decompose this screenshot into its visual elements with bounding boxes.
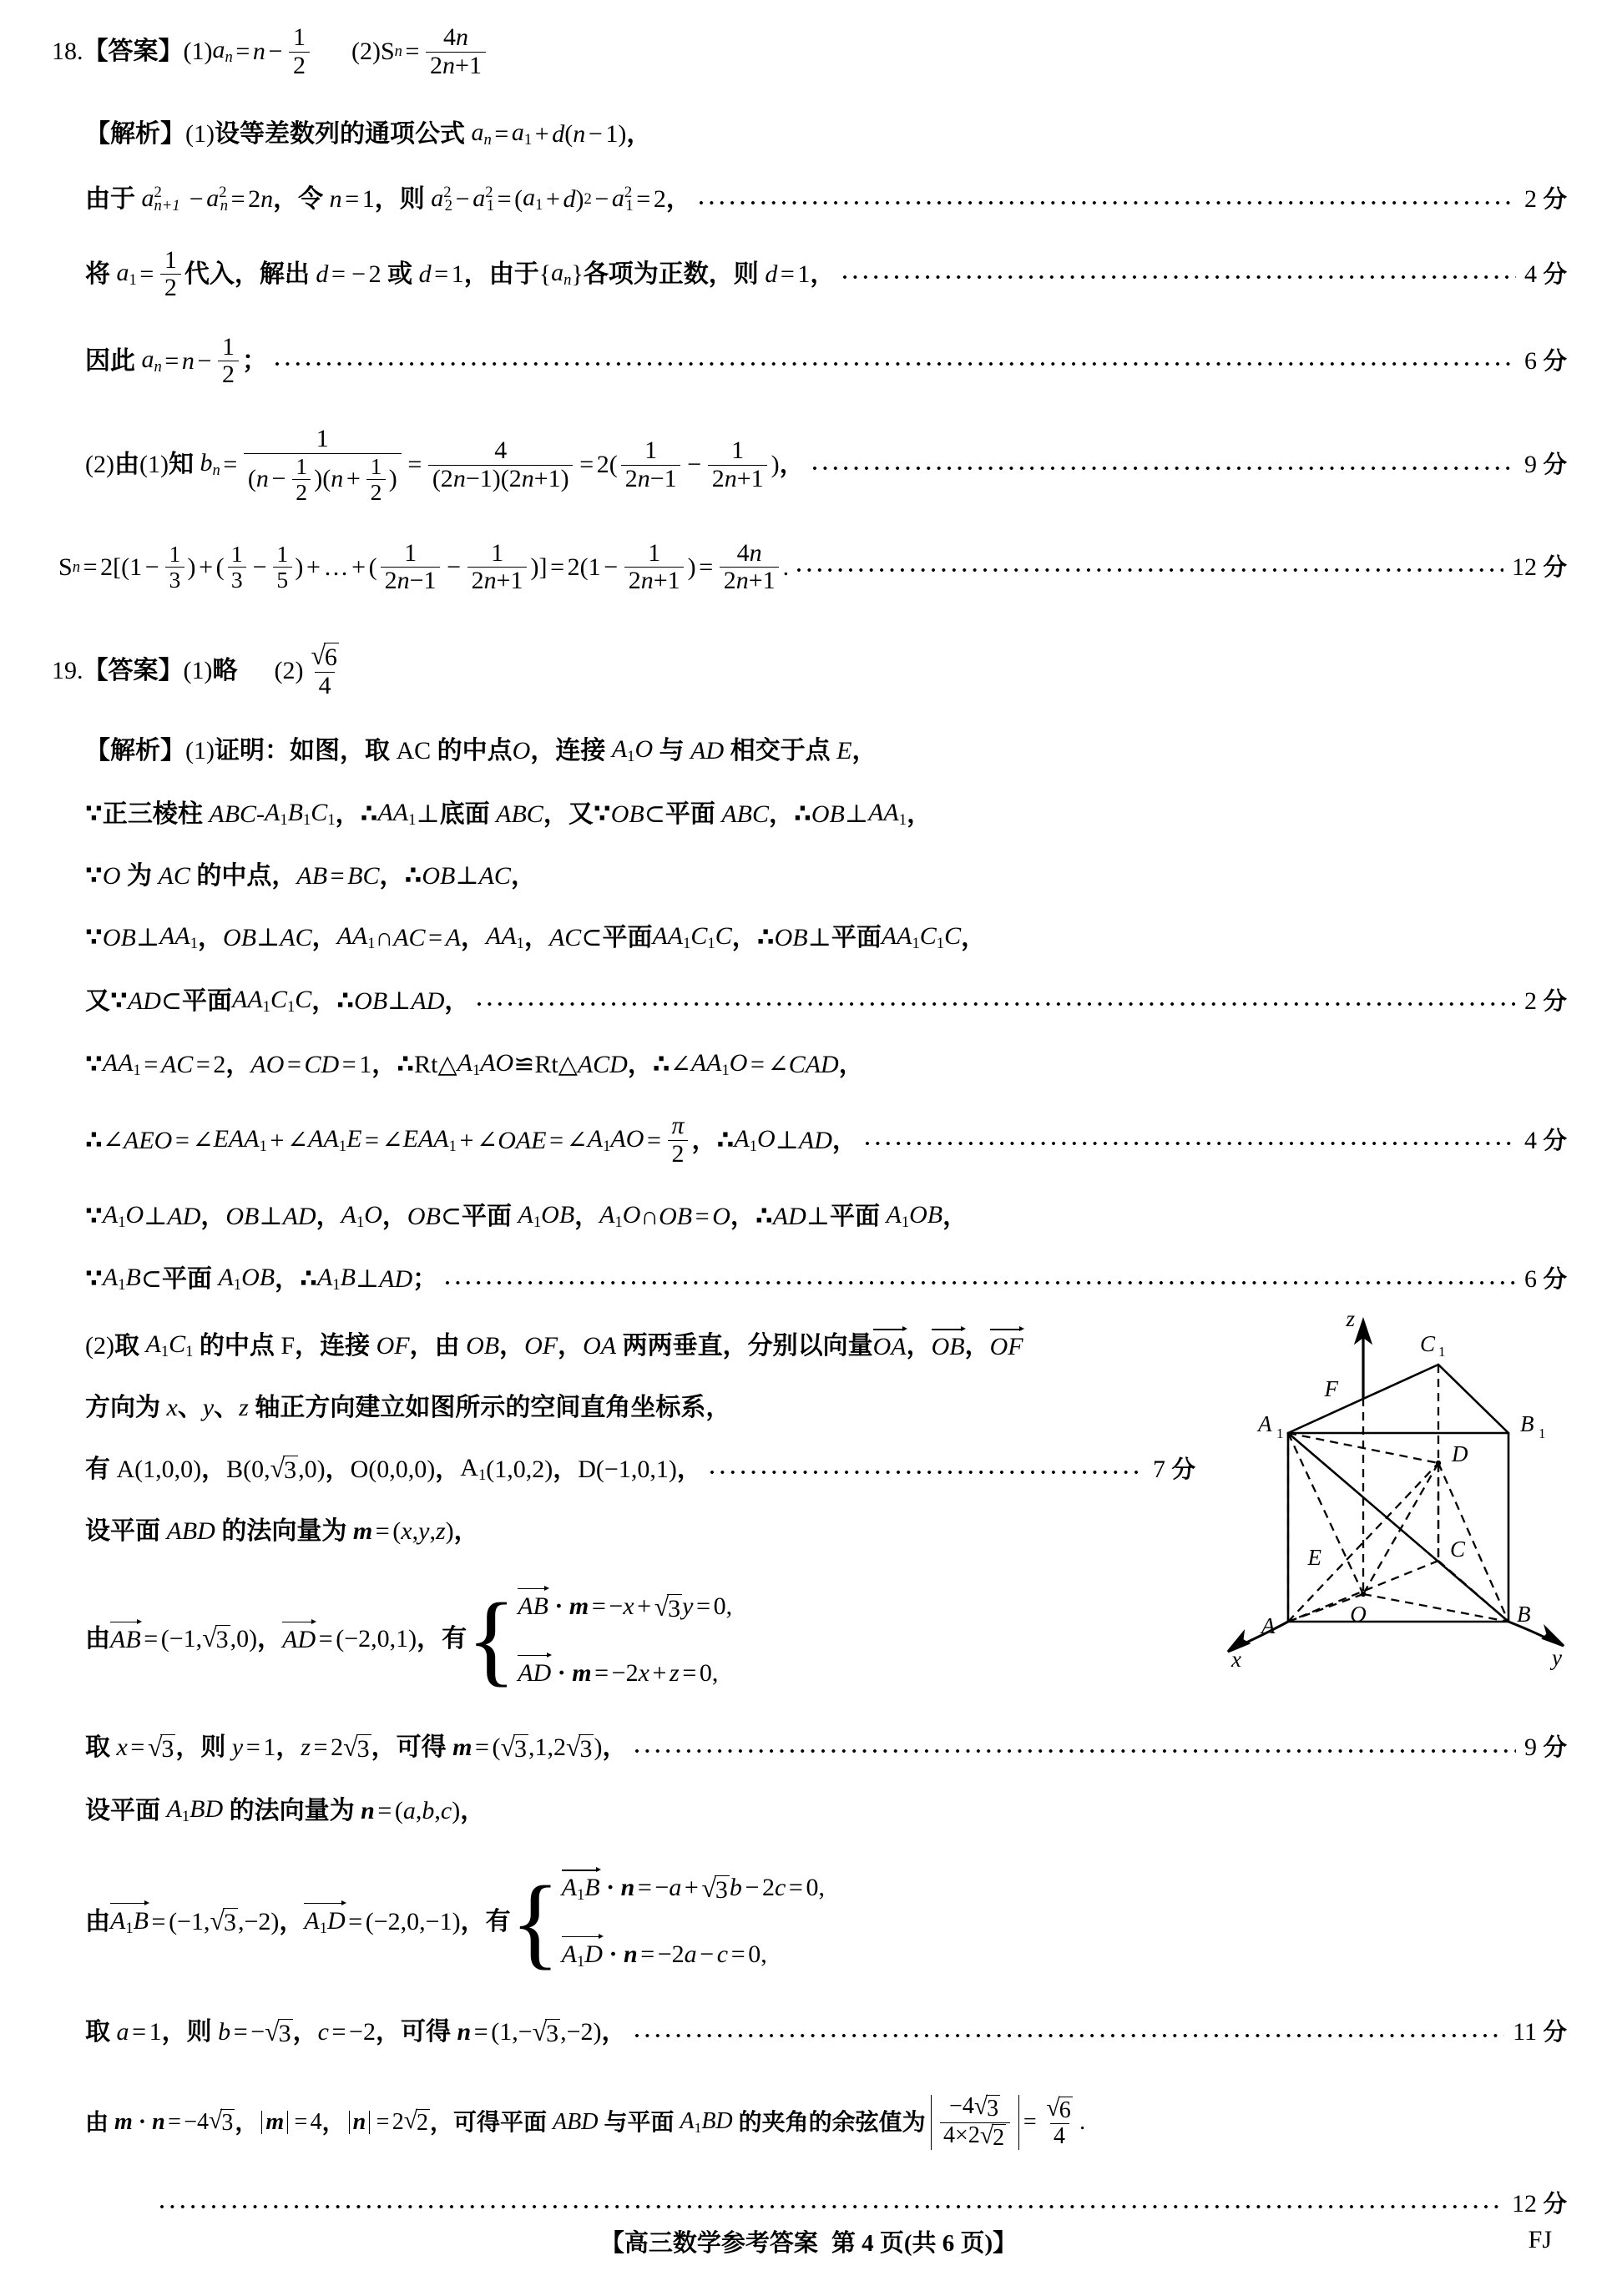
problem-19-answer-line: 19. 【答案】 (1) 略 (2) √ 6 4	[52, 641, 337, 699]
problem-18-analysis-line-3: 将 a1 = $\frac{1}{2}$ 代入，解出 d = − 2 或 d = 1 ，由于 { $a_n$ } 各项为正数，则 d = 1 ， 4 分	[85, 245, 1567, 302]
page-footer	[0, 2224, 1617, 2258]
problem-18-analysis-line-6: S n = 2 [ ( 1 − $\frac{1}{3}$ ) + ( $\frac{1}{3}$ − $\frac{1}{5}$ ) + … + ( $\frac{1}{2n-1}$ − $\frac{1}{2n+1}$ ) ] = 2 ( 1 − $\frac{1}{2n+1}$ ) = $\frac{4n}{2n+1}$ . 12 分	[58, 538, 1567, 595]
problem-19-analysis-line-17: 由 A1B = (−1, √ 3 ,−2) ， A1D = (−2,0,−1) ，有 { A1B · n = −a + √ 3 b − 2c = 0, A1D · n = −2a − c = 0,	[85, 1864, 825, 1979]
score-19-6: 6 分	[1524, 1265, 1567, 1294]
content-column	[52, 20, 1567, 2217]
score-19-11: 11 分	[1513, 2018, 1567, 2046]
leader-dots	[797, 555, 1503, 580]
leader-dots	[710, 1457, 1145, 1482]
footer-center	[0, 2224, 1617, 2258]
score-18-6: 6 分	[1524, 346, 1567, 375]
figure-label-B: B	[1517, 1602, 1531, 1627]
answer-tag-18: 【答案】	[83, 37, 184, 67]
figure-label-B1-sub: 1	[1539, 1426, 1546, 1441]
problem-19-analysis-line-13: 设平面 ABD 的法向量为 m = ( x , y , z ) ，	[85, 1516, 479, 1546]
leader-dots	[843, 262, 1516, 287]
analysis-tag-18: 【解析】	[85, 119, 185, 149]
figure-label-y: y	[1552, 1645, 1562, 1670]
footer-page: 第 4 页(共 6 页)】	[831, 2230, 1018, 2257]
score-19-7: 7 分	[1152, 1455, 1195, 1483]
problem-19-analysis-line-8: ∵ A1O ⊥ AD ， OB ⊥ AD ， A1O ， OB ⊂ 平面 A1OB ， A1O ∩ OB = O ，∴ AD ⊥ 平面 A1OB ，	[85, 1200, 968, 1231]
leader-dots	[275, 349, 1516, 374]
figure-label-F: F	[1324, 1376, 1338, 1401]
problem-19-analysis-line-7: ∴ ∠ AEO = ∠ EAA1 + ∠ AA1E = ∠ EAA1 + ∠ OAE = ∠ A1AO = $\frac{\pi}{2}$ ，∴ A1O ⊥ AD ， 4 分	[85, 1112, 1567, 1168]
figure-label-E: E	[1307, 1545, 1321, 1570]
problem-19-analysis-line-18: 取 a = 1 ，则 b = − √ 3 ， c = −2 ，可得 n = (1,− √ 3 ,−2) ， 11 分	[85, 2016, 1567, 2047]
score-19-4: 4 分	[1524, 1126, 1567, 1154]
problem-19-analysis-line-9: ∵ A1B ⊂ 平面 A1OB ，∴ A1B ⊥ AD ； 6 分	[85, 1264, 1567, 1294]
problem-19-analysis-line-3: ∵ O 为 AC 的中点， AB = BC ，∴ OB ⊥ AC ，	[85, 861, 536, 891]
problem-19-number: 19.	[52, 656, 83, 684]
figure-label-A1: A	[1258, 1411, 1272, 1436]
problem-19-analysis-line-15: 取 x = √ 3 ，则 y = 1 ， z = 2 √ 3 ，可得 m = ( √ 3 ,1,2 √ 3 ) ， 9 分	[85, 1732, 1567, 1763]
score-18-9: 9 分	[1524, 451, 1567, 479]
problem-19-analysis-line-10: (2) 取 A1C1 的中点 F ，连接 OF ，由 OB ， OF ， OA 两两垂直，分别以向量 OA ， OB ， OF	[85, 1332, 1567, 1360]
problem-19-analysis-line-5: 又∵ AD ⊂ 平面 AA1C1C ，∴ OB ⊥ AD ， 2 分	[85, 985, 1567, 1017]
leader-dots	[866, 1128, 1516, 1153]
figure-label-O: O	[1350, 1602, 1367, 1627]
problem-19-analysis-line-16: 设平面 A1BD 的法向量为 n = ( a , b , c ) ，	[85, 1795, 486, 1826]
figure-label-A: A	[1261, 1613, 1276, 1638]
leader-dots	[700, 187, 1516, 212]
analysis-tag-19: 【解析】	[85, 736, 185, 766]
leader-dots	[635, 1735, 1516, 1760]
figure-label-z: z	[1346, 1306, 1355, 1331]
leader-dots	[446, 1267, 1516, 1292]
problem-19-analysis-line-11: 方向为 x 、 y 、 z 轴正方向建立如图所示的空间直角坐标系，	[85, 1393, 731, 1423]
score-19-2: 2 分	[1524, 987, 1567, 1015]
score-19-9: 9 分	[1524, 1733, 1567, 1762]
footer-region-code: FJ	[1528, 2226, 1552, 2253]
figure-label-C: C	[1450, 1537, 1466, 1562]
problem-18-analysis-line-1: 【解析】 (1) 设等差数列的通项公式 $a_n$ = a1 + d ( n − 1 ) ，	[85, 119, 652, 149]
score-19-12: 12 分	[1511, 2189, 1567, 2218]
figure-label-C1: C	[1419, 1331, 1436, 1356]
leader-dots	[813, 452, 1516, 477]
problem-19-analysis-line-2: ∵正三棱柱 ABC - A1B1C1 ，∴ AA1 ⊥ 底面 ABC ，又∵ OB ⊂ 平面 ABC ，∴ OB ⊥ AA1 ，	[85, 799, 932, 830]
figure-label-C1-sub: 1	[1438, 1344, 1446, 1360]
figure-label-A1-sub: 1	[1276, 1426, 1284, 1441]
leader-dots	[160, 2192, 1503, 2217]
footer-subject: 【高三数学参考答案	[599, 2228, 818, 2257]
figure-label-D: D	[1452, 1441, 1468, 1466]
prism-coordinate-figure	[1215, 1306, 1565, 1672]
problem-19-analysis-line-14: 由 AB = (−1, √ 3 ,0) ， AD = (−2,0,1) ，有 { AB · m = −x + √ 3 y = 0, AD · m = −2x + z = 0,	[85, 1581, 733, 1696]
figure-label-B1: B	[1520, 1411, 1534, 1436]
score-18-2: 2 分	[1524, 185, 1567, 214]
problem-18-answer-line: 18. 【答案】 (1) $a_n$ = n − $\frac{1}{2}$ (2) S n = $\frac{4n}{2n+1}$	[52, 25, 1567, 78]
figure-label-x: x	[1231, 1647, 1241, 1672]
score-18-4: 4 分	[1524, 260, 1567, 288]
problem-19-analysis-line-4: ∵ OB ⊥ AA1 ， OB ⊥ AC ， AA1 ∩ AC = A ， AA1 ， AC ⊂ 平面 AA1C1C ，∴ OB ⊥ 平面 AA1C1C ，	[85, 922, 987, 953]
problem-18-analysis-line-5: (2) 由 (1) 知 $b_n$ = 1 ( n − $\frac{1}{2}$ ) ( n + $\frac{1}{2}$ ) = $\frac{4}{(2n-1)(2n+1)}$ = 2 ( $\frac{1}{2n-1}$ − $\frac{1}{2n+1}$ ) ， 9 分	[85, 424, 1567, 505]
problem-19-analysis-line-19: 由 m · n = −4 √ 3 ， m = 4 ， n = 2 √ 2 ，可得平面 ABD 与平面 A1BD 的夹角的余弦值为 −4 √ 3 4×2 √ 2 = √ 6 4 .	[85, 2093, 1086, 2151]
problem-19-analysis-line-12: 有 A (1,0,0) ， B (0, √ 3 ,0) ， O (0,0,0) ， A1 (1,0,2) ， D (−1,0,1) ， 7 分	[85, 1454, 1195, 1485]
problem-19-analysis-line-6: ∵ AA1 = AC = 2 ， AO = CD = 1 ，∴ Rt △ A1AO ≌ Rt △ ACD ，∴ ∠ AA1O = ∠ CAD ，	[85, 1048, 864, 1079]
leader-dots	[635, 2020, 1505, 2045]
problem-18-analysis-line-4: 因此 $a_n$ = n − $\frac{1}{2}$ ； 6 分	[85, 332, 1567, 389]
problem-19-analysis-line-20	[160, 2189, 1567, 2218]
problem-18-analysis-line-2: 由于 $a^2_{n+1}$ − $a^2_n$ = 2 n ，令 n = 1 ，则 $a^22$ − $a^21$ = ( a1 + d ) 2 − $a^21$ = 2 ， 2 分	[85, 183, 1567, 214]
leader-dots	[478, 989, 1516, 1014]
score-18-12: 12 分	[1511, 553, 1567, 581]
problem-19-analysis-line-1: 【解析】 (1) 证明：如图，取 AC 的中点 O ，连接 A1O 与 AD 相交于点 E ，	[85, 735, 877, 766]
answer-tag-19: 【答案】	[83, 655, 184, 685]
problem-18-number: 18.	[52, 38, 83, 66]
